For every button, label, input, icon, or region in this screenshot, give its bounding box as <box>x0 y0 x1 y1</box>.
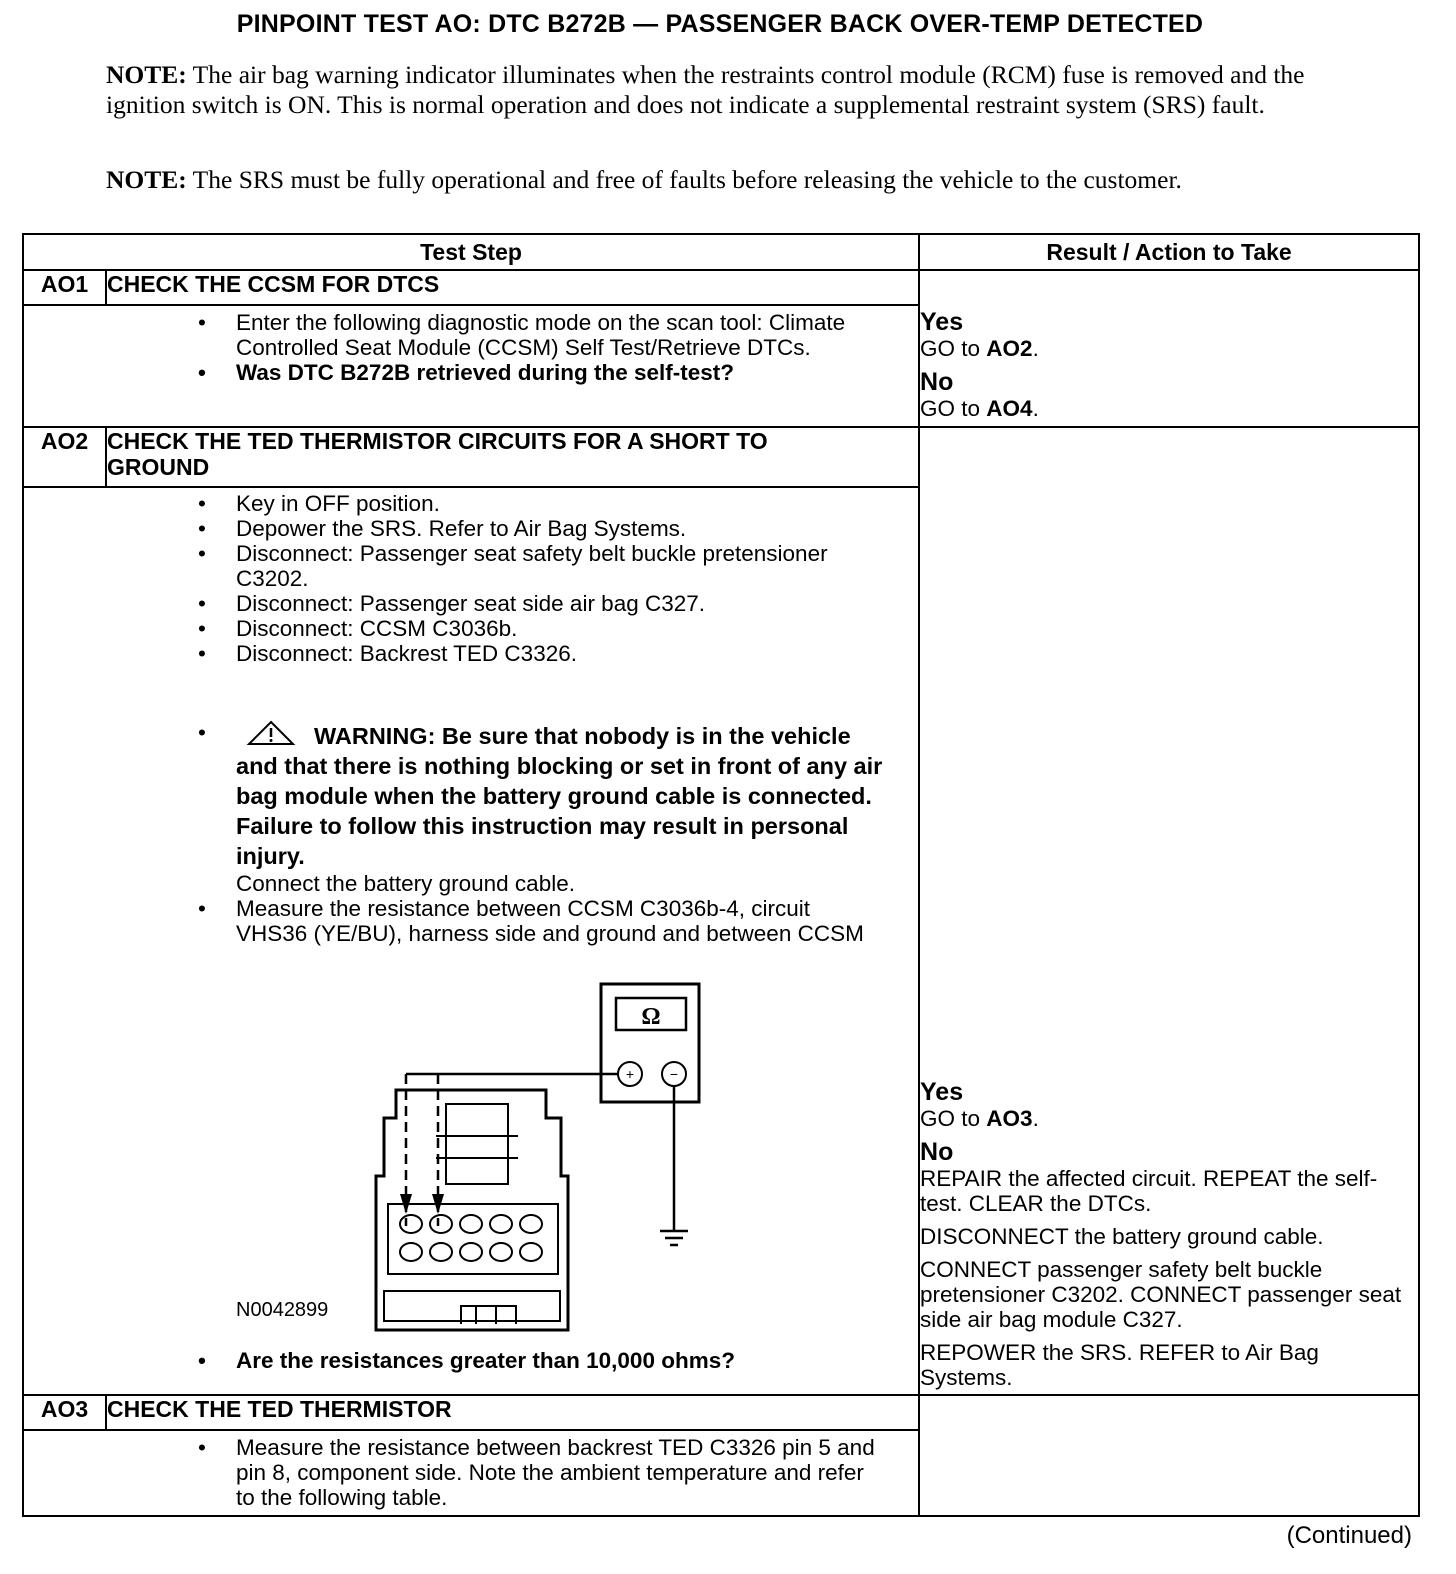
step-item: • Key in OFF position. <box>236 491 918 516</box>
result-yes-action: GO to AO3. <box>920 1106 1039 1131</box>
ohm-symbol: Ω <box>641 1004 661 1030</box>
result-yes-action: GO to AO2. <box>920 336 1039 361</box>
page-title: PINPOINT TEST AO: DTC B272B — PASSENGER BACK OVER-TEMP DETECTED <box>236 10 1204 38</box>
result-no-line: REPOWER the SRS. REFER to Air Bag Systems. <box>920 1340 1319 1390</box>
result-no-label: No <box>920 1138 954 1166</box>
negative-sign: − <box>669 1066 679 1082</box>
step-item: • Measure the resistance between backrest TED C3326 pin 5 and pin 8, component side. Note the ambient temperature and refer to the following table. <box>236 1435 888 1510</box>
column-header-test-step: Test Step <box>23 234 919 270</box>
step-id-ao2: AO2 <box>23 427 106 487</box>
note-label: NOTE: <box>106 165 187 194</box>
note-label: NOTE: <box>106 60 187 89</box>
step-item: • Enter the following diagnostic mode on the scan tool: Climate Controlled Seat Module (CCSM) Self Test/Retrieve DTCs. <box>236 310 918 360</box>
result-ao3 <box>919 1395 1419 1516</box>
connector-pins <box>400 1215 542 1261</box>
steps-ao1 <box>106 305 919 427</box>
result-no-line: CONNECT passenger safety belt buckle pretensioner C3202. CONNECT passenger seat side air bag module C327. <box>920 1257 1402 1332</box>
warning-triangle-icon <box>246 720 296 746</box>
step-heading-ao3: CHECK THE TED THERMISTOR <box>106 1395 919 1430</box>
steps-ao2 <box>106 487 919 1395</box>
column-header-result: Result / Action to Take <box>919 234 1419 270</box>
steps-ao3 <box>106 1430 919 1516</box>
result-no-line: DISCONNECT the battery ground cable. <box>920 1224 1324 1249</box>
result-ao1 <box>919 270 1419 427</box>
positive-sign: + <box>625 1066 635 1082</box>
step-heading-ao1: CHECK THE CCSM FOR DTCS <box>106 270 919 305</box>
figure-id: N0042899 <box>236 1299 329 1321</box>
result-no-action: GO to AO4. <box>920 396 1039 421</box>
warning-follow-up: Connect the battery ground cable. <box>236 871 575 896</box>
step-question: • Was DTC B272B retrieved during the self-test? <box>236 360 918 385</box>
result-yes-label: Yes <box>920 1078 964 1106</box>
ohmmeter-connector-diagram <box>106 946 919 1348</box>
step-id-ao1: AO1 <box>23 270 106 305</box>
warning-step <box>236 720 918 896</box>
step-item: • Disconnect: CCSM C3036b. <box>236 616 918 641</box>
pinpoint-test-table <box>22 233 1420 1517</box>
warning-text: WARNING: Be sure that nobody is in the vehicle and that there is nothing blocking or set in front of any air bag module when the battery ground cable is connected. Failure to follow this instruction may result in personal injury. <box>236 723 883 869</box>
result-yes-label: Yes <box>920 308 964 336</box>
step-id-ao3: AO3 <box>23 1395 106 1430</box>
result-no-label: No <box>920 368 954 396</box>
result-ao2 <box>919 427 1419 1395</box>
result-no-line: REPAIR the affected circuit. REPEAT the self-test. CLEAR the DTCs. <box>920 1166 1378 1216</box>
step-item: • Measure the resistance between CCSM C3036b-4, circuit VHS36 (YE/BU), harness side and ground and between CCSM <box>236 896 918 946</box>
note-text: The air bag warning indicator illuminates when the restraints control module (RCM) fuse is removed and the ignition switch is ON. This is normal operation and does not indicate a supplemental restraint system (SRS) fault. <box>106 60 1305 119</box>
note-1 <box>106 60 1336 120</box>
step-item: • Disconnect: Backrest TED C3326. <box>236 641 918 666</box>
step-item: • Disconnect: Passenger seat safety belt buckle pretensioner C3202. <box>236 541 918 591</box>
note-text: The SRS must be fully operational and free of faults before releasing the vehicle to the customer. <box>186 165 1182 194</box>
connector-figure <box>106 946 918 1348</box>
step-heading-ao2: CHECK THE TED THERMISTOR CIRCUITS FOR A SHORT TO GROUND <box>106 427 919 487</box>
step-item: • Disconnect: Passenger seat side air bag C327. <box>236 591 918 616</box>
continued-label: (Continued) <box>1286 1522 1412 1549</box>
step-item: • Depower the SRS. Refer to Air Bag Systems. <box>236 516 918 541</box>
note-2 <box>106 165 1336 195</box>
step-question: • Are the resistances greater than 10,000 ohms? <box>236 1348 918 1373</box>
